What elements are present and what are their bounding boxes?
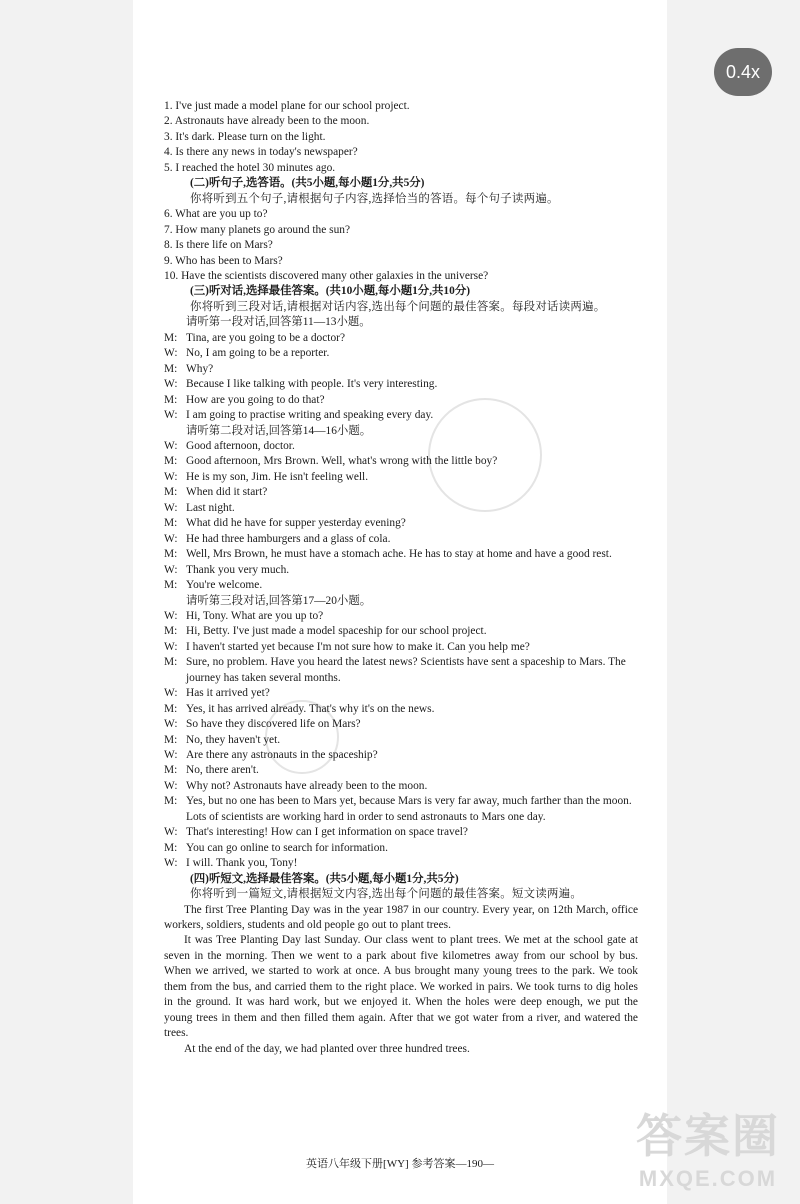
passage-paragraph: It was Tree Planting Day last Sunday. Our class went to plant trees. We met at the school gate at seven in the morning. Then we went to a park about five kilometres away from our school by bus. When we arrived, we started to work at once. A bus brought many young trees to the park. We took them from the bus, and carried them to the right place. We worked in pairs. We took turns to dig holes in the ground. It was hard work, but we enjoyed it. When the holes were deep enough, we put the young trees in them and then filled them again. After that we got water from a river, and watered the trees. xyxy=(164,934,638,1040)
speaker-label: M: xyxy=(164,702,178,715)
dialogue-text: Are there any astronauts in the spaceship? xyxy=(186,749,378,762)
dialogue-line xyxy=(164,563,638,578)
speaker-label: W: xyxy=(164,563,178,576)
dialogue-line xyxy=(164,686,638,701)
dialogue-line xyxy=(164,640,638,655)
speaker-label: M: xyxy=(164,455,178,468)
dialogue-text: That's interesting! How can I get information on space travel? xyxy=(186,826,468,839)
dialogue-text: No, there aren't. xyxy=(186,764,259,777)
dialogue-line xyxy=(164,825,638,840)
dialogue-line xyxy=(164,748,638,763)
page-footer: 英语八年级下册[WY] 参考答案—190— xyxy=(306,1158,494,1170)
speaker-label: W: xyxy=(164,609,178,622)
dialogue-2-intro: 请听第二段对话,回答第14—16小题。 xyxy=(186,424,372,437)
speaker-label: W: xyxy=(164,779,178,792)
dialogue-text: So have they discovered life on Mars? xyxy=(186,718,361,731)
question-item: 7. How many planets go around the sun? xyxy=(164,223,351,236)
speaker-label: M: xyxy=(164,795,178,808)
section-2-items xyxy=(164,207,638,284)
dialogue-2 xyxy=(164,439,638,594)
speaker-label: M: xyxy=(164,625,178,638)
dialogue-text: Has it arrived yet? xyxy=(186,687,270,700)
dialogue-text: What did he have for supper yesterday evening? xyxy=(186,517,406,530)
dialogue-line xyxy=(164,763,638,778)
dialogue-text: I haven't started yet because I'm not sure how to make it. Can you help me? xyxy=(186,640,530,653)
dialogue-text: Yes, it has arrived already. That's why it's on the news. xyxy=(186,702,435,715)
dialogue-text: Yes, but no one has been to Mars yet, because Mars is very far away, much farther than the moon. Lots of scientists are working hard in order to send astronauts to Mars one day. xyxy=(186,795,632,823)
speaker-label: W: xyxy=(164,347,178,360)
dialogue-line xyxy=(164,470,638,485)
dialogue-line xyxy=(164,578,638,593)
zoom-level-badge[interactable] xyxy=(714,48,772,96)
dialogue-line xyxy=(164,655,638,686)
passage-paragraph: The first Tree Planting Day was in the year 1987 in our country. Every year, on 12th March, office workers, soldiers, students and old people go out to plant trees. xyxy=(164,903,638,932)
dialogue-text: Hi, Tony. What are you up to? xyxy=(186,609,324,622)
section-4-heading: (四)听短文,选择最佳答案。(共5小题,每小题1分,共5分) xyxy=(190,872,459,885)
speaker-label: W: xyxy=(164,439,178,452)
dialogue-text: He had three hamburgers and a glass of cola. xyxy=(186,532,391,545)
dialogue-line xyxy=(164,624,638,639)
dialogue-3-intro: 请听第三段对话,回答第17—20小题。 xyxy=(186,594,372,607)
dialogue-text: Because I like talking with people. It's very interesting. xyxy=(186,378,438,391)
question-item: 9. Who has been to Mars? xyxy=(164,254,283,267)
passage-paragraph: At the end of the day, we had planted over three hundred trees. xyxy=(184,1042,470,1055)
dialogue-line xyxy=(164,501,638,516)
dialogue-line xyxy=(164,454,638,469)
dialogue-line xyxy=(164,346,638,361)
sentence-list xyxy=(164,99,638,176)
speaker-label: W: xyxy=(164,409,178,422)
dialogue-line xyxy=(164,393,638,408)
sentence-item: 5. I reached the hotel 30 minutes ago. xyxy=(164,161,336,174)
sentence-item: 1. I've just made a model plane for our school project. xyxy=(164,100,410,112)
dialogue-line xyxy=(164,702,638,717)
dialogue-text: How are you going to do that? xyxy=(186,393,325,406)
dialogue-line xyxy=(164,717,638,732)
speaker-label: M: xyxy=(164,656,178,669)
dialogue-text: No, I am going to be a reporter. xyxy=(186,347,330,360)
sentence-item: 4. Is there any news in today's newspaper? xyxy=(164,146,358,159)
sentence-item: 3. It's dark. Please turn on the light. xyxy=(164,130,326,143)
dialogue-line xyxy=(164,794,638,825)
dialogue-1-intro: 请听第一段对话,回答第11—13小题。 xyxy=(186,316,371,329)
speaker-label: M: xyxy=(164,764,178,777)
passage xyxy=(164,903,638,1058)
dialogue-text: Hi, Betty. I've just made a model spaceship for our school project. xyxy=(186,625,487,638)
dialogue-line xyxy=(164,408,638,423)
speaker-label: M: xyxy=(164,579,178,592)
dialogue-text: Sure, no problem. Have you heard the latest news? Scientists have sent a spaceship to Mars. The journey has taken several months. xyxy=(186,656,626,684)
answer-key-content xyxy=(164,99,638,1057)
dialogue-line xyxy=(164,779,638,794)
dialogue-text: You're welcome. xyxy=(186,579,263,592)
watermark-text: 答案圈 xyxy=(636,1110,780,1162)
speaker-label: W: xyxy=(164,640,178,653)
dialogue-line xyxy=(164,841,638,856)
speaker-label: M: xyxy=(164,733,178,746)
dialogue-text: Tina, are you going to be a doctor? xyxy=(186,331,346,344)
dialogue-text: I will. Thank you, Tony! xyxy=(186,857,298,870)
section-3-heading: (三)听对话,选择最佳答案。(共10小题,每小题1分,共10分) xyxy=(190,285,471,298)
dialogue-line xyxy=(164,377,638,392)
dialogue-text: No, they haven't yet. xyxy=(186,733,281,746)
watermark-logo xyxy=(636,1100,780,1192)
speaker-label: W: xyxy=(164,470,178,483)
watermark-url: MXQE.COM xyxy=(638,1166,778,1191)
section-2-heading: (二)听句子,选答语。(共5小题,每小题1分,共5分) xyxy=(190,177,425,190)
dialogue-line xyxy=(164,331,638,346)
speaker-label: W: xyxy=(164,718,178,731)
dialogue-line xyxy=(164,547,638,562)
speaker-label: M: xyxy=(164,841,178,854)
question-item: 8. Is there life on Mars? xyxy=(164,239,273,252)
sentence-item: 2. Astronauts have already been to the moon. xyxy=(164,115,370,128)
dialogue-text: He is my son, Jim. He isn't feeling well. xyxy=(186,470,369,483)
dialogue-text: Last night. xyxy=(186,501,235,514)
section-3-instruction: 你将听到三段对话,请根据对话内容,选出每个问题的最佳答案。每段对话读两遍。 xyxy=(190,300,606,313)
speaker-label: W: xyxy=(164,826,178,839)
speaker-label: W: xyxy=(164,857,178,870)
dialogue-line xyxy=(164,362,638,377)
dialogue-text: Well, Mrs Brown, he must have a stomach ache. He has to stay at home and have a good rest. xyxy=(186,548,612,561)
speaker-label: W: xyxy=(164,532,178,545)
speaker-label: W: xyxy=(164,749,178,762)
dialogue-line xyxy=(164,609,638,624)
dialogue-text: When did it start? xyxy=(186,486,268,499)
speaker-label: M: xyxy=(164,331,178,344)
question-item: 6. What are you up to? xyxy=(164,208,268,221)
dialogue-text: Why not? Astronauts have already been to the moon. xyxy=(186,779,428,792)
dialogue-text: Thank you very much. xyxy=(186,563,290,576)
dialogue-3 xyxy=(164,609,638,872)
dialogue-1 xyxy=(164,331,638,424)
speaker-label: M: xyxy=(164,486,178,499)
dialogue-line xyxy=(164,439,638,454)
dialogue-line xyxy=(164,485,638,500)
speaker-label: M: xyxy=(164,393,178,406)
speaker-label: M: xyxy=(164,517,178,530)
dialogue-text: Why? xyxy=(186,362,214,375)
dialogue-line xyxy=(164,733,638,748)
dialogue-text: Good afternoon, Mrs Brown. Well, what's wrong with the little boy? xyxy=(186,455,498,468)
speaker-label: W: xyxy=(164,687,178,700)
dialogue-text: You can go online to search for information. xyxy=(186,841,388,854)
question-item: 10. Have the scientists discovered many other galaxies in the universe? xyxy=(164,269,489,282)
zoom-level-label: 0.4x xyxy=(725,61,761,82)
speaker-label: W: xyxy=(164,501,178,514)
speaker-label: M: xyxy=(164,548,178,561)
dialogue-text: Good afternoon, doctor. xyxy=(186,439,295,452)
speaker-label: W: xyxy=(164,378,178,391)
dialogue-line xyxy=(164,856,638,871)
dialogue-line xyxy=(164,516,638,531)
dialogue-text: I am going to practise writing and speaking every day. xyxy=(186,409,434,422)
section-4-instruction: 你将听到一篇短文,请根据短文内容,选出每个问题的最佳答案。短文读两遍。 xyxy=(190,888,583,901)
dialogue-line xyxy=(164,532,638,547)
section-2-instruction: 你将听到五个句子,请根据句子内容,选择恰当的答语。每个句子读两遍。 xyxy=(190,192,559,205)
speaker-label: M: xyxy=(164,362,178,375)
